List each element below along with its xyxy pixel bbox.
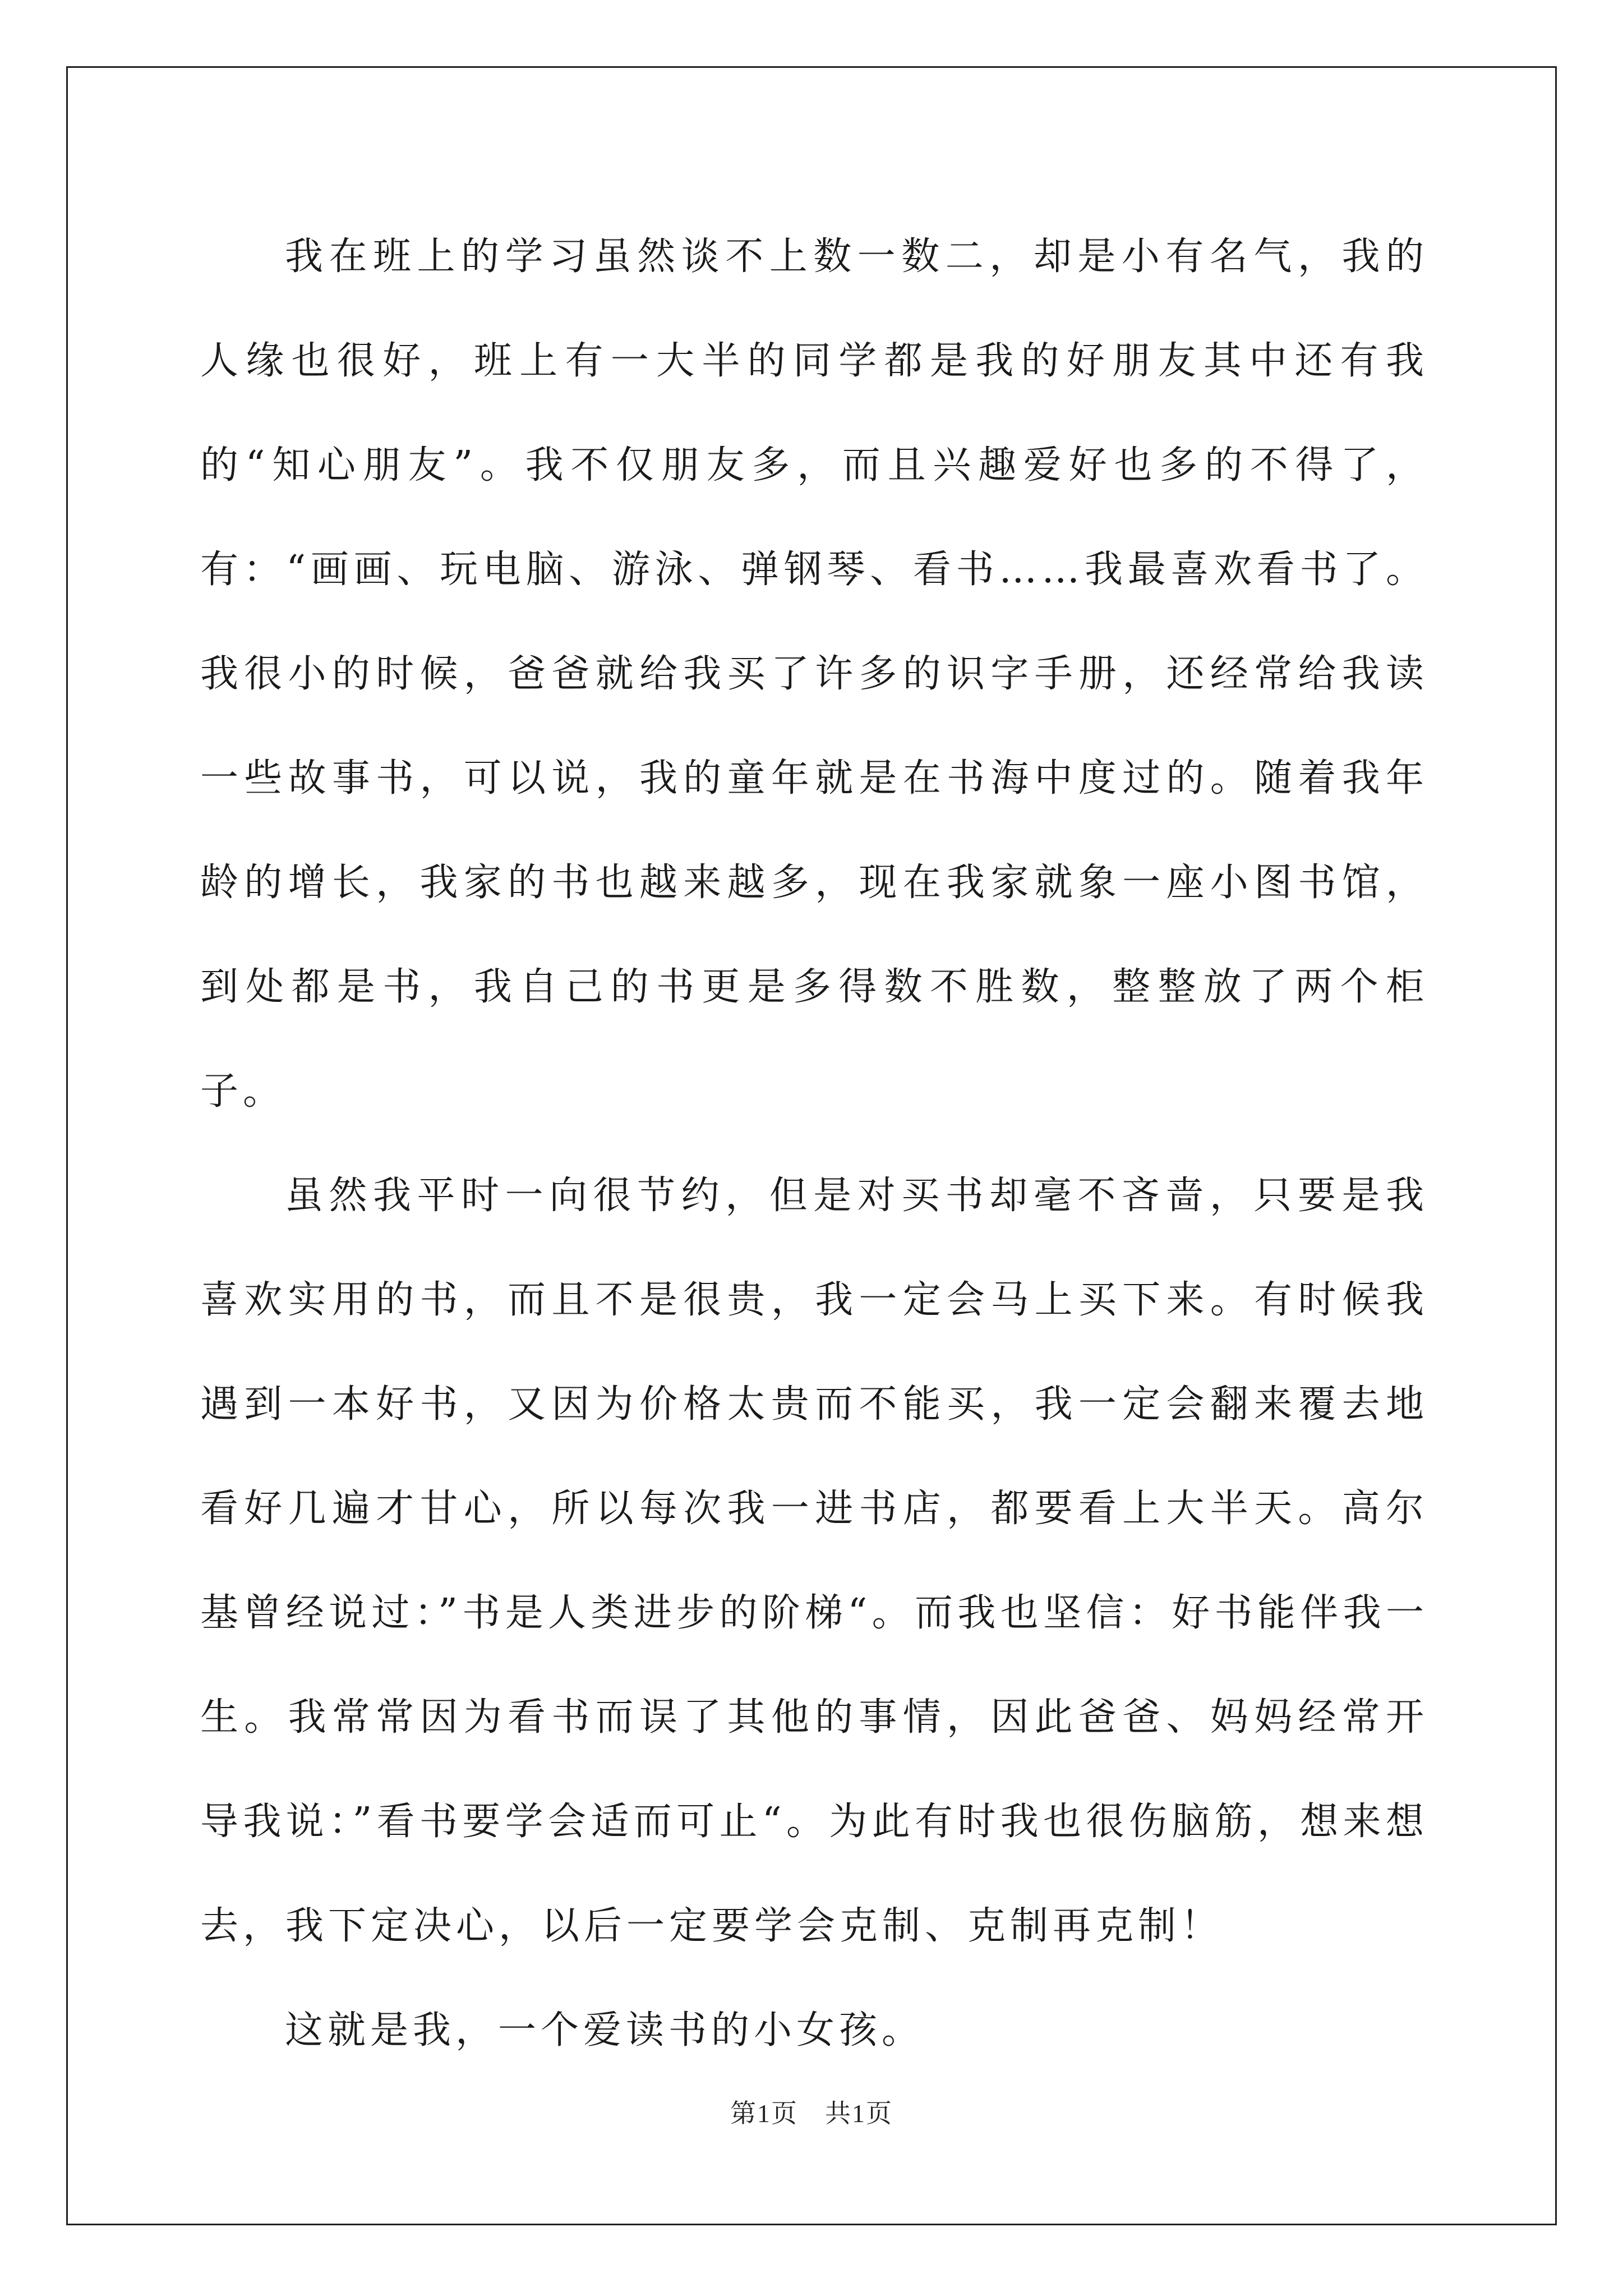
paragraph-1: 我在班上的学习虽然谈不上数一数二，却是小有名气，我的人缘也很好，班上有一大半的同学都是我的好朋友其中还有我的“知心朋友”。我不仅朋友多，而且兴趣爱好也多的不得了，有：“画画、玩电脑、游泳、弹钢琴、看书……我最喜欢看书了。我很小的时候，爸爸就给我买了许多的识字手册，还经常给我读一些故事书，可以说，我的童年就是在书海中度过的。随着我年龄的增长，我家的书也越来越多，现在我家就象一座小图书馆，到处都是书，我自己的书更是多得数不胜数，整整放了两个柜子。 <box>200 234 1428 1114</box>
page-number-current: 第1页 <box>730 2099 798 2128</box>
page-footer <box>0 2093 1623 2130</box>
page-number-total: 共1页 <box>825 2099 893 2128</box>
paragraph-3: 这就是我，一个爱读书的小女孩。 <box>285 2008 925 2053</box>
paragraph-2: 虽然我平时一向很节约，但是对买书却毫不吝啬，只要是我喜欢实用的书，而且不是很贵，我一定会马上买下来。有时候我遇到一本好书，又因为价格太贵而不能买，我一定会翻来覆去地看好几遍才甘心，所以每次我一进书店，都要看上大半天。高尔基曾经说过：”书是人类进步的阶梯“。而我也坚信：好书能伴我一生。我常常因为看书而误了其他的事情，因此爸爸、妈妈经常开导我说：”看书要学会适而可止“。为此有时我也很伤脑筋，想来想去，我下定决心，以后一定要学会克制、克制再克制！ <box>200 1174 1428 1948</box>
document-body <box>200 205 1428 2083</box>
